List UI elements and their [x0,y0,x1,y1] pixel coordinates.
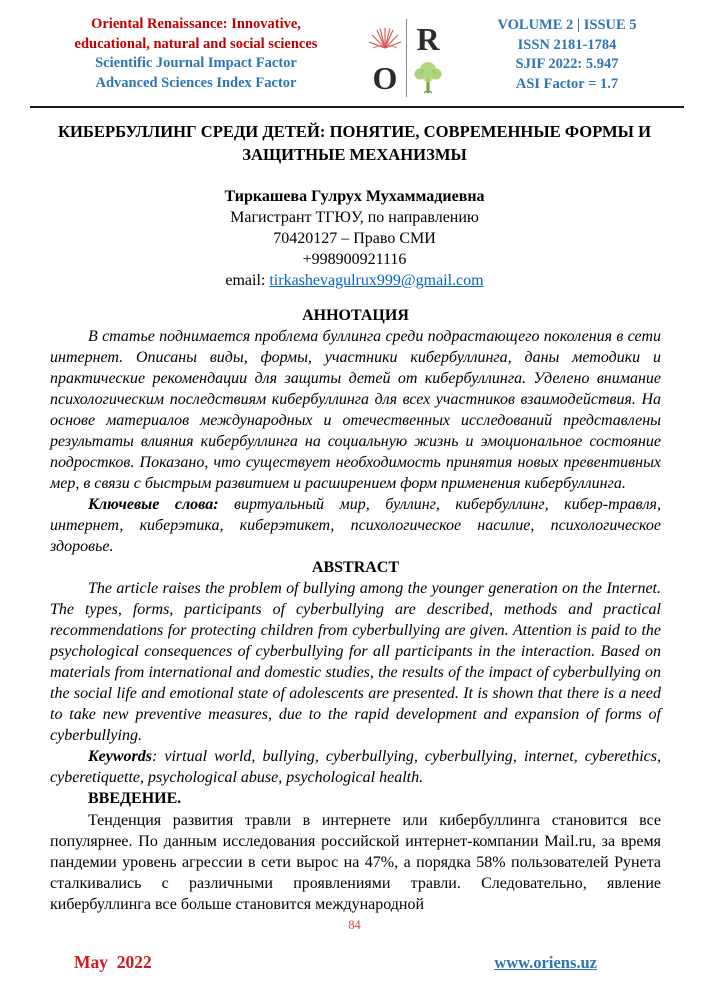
author-email-line [0,270,709,291]
article-body [0,305,709,915]
journal-title-line1: Oriental Renaissance: Innovative, [91,16,301,32]
asi-factor: ASI Factor = 1.7 [515,75,619,92]
annotation-keywords [50,494,661,557]
article-title: КИБЕРБУЛЛИНГ СРЕДИ ДЕТЕЙ: ПОНЯТИЕ, СОВРЕМЕННЫЕ ФОРМЫ И ЗАЩИТНЫЕ МЕХАНИЗМЫ [57,122,652,164]
annotation-paragraph: В статье поднимается проблема буллинга среди подрастающего поколения в сети интернет. Описаны виды, формы, участники кибербуллинга, даны методики и практические рекомендации для защиты детей от кибербуллинга. Уделено внимание психологическим последствиям кибербуллинга для всех участников взаимодействия. На основе материалов международных и отечественных исследований представлены результаты влияния кибербуллинга на социальную жизнь и эмоциональное состояние подростков. Показано, что существует необходимость принятия новых превентивных мер, в связи с быстрым развитием и расширением форм применения кибербуллинга. [50,328,661,492]
annotation-keywords-text: виртуальный мир, буллинг, кибербуллинг, кибер-травля, интернет, киберэтика, киберэтикет, психологическое насилие, психологическое здоровье. [50,496,661,555]
page-number: 84 [348,918,361,932]
abstract-keywords-text: : virtual world, bullying, cyberbullying, cyberbullying, internet, cyberethics, cyberetiquette, psychological abuse, psychological health. [50,748,661,786]
logo-letter-r: R [416,20,440,57]
abstract-paragraph: The article raises the problem of bullying among the younger generation on the Internet. The types, forms, participants of cyberbullying are described, methods and practical recommendations for protecting children from cyberbullying are given. Attention is paid to the psychological consequences of cyberbullying for all participants in the interaction. Based on materials from international and domestic studies, the results of the impact of cyberbullying on the social life and emotional state of adolescents are presented. It is shown that there is a need to take new preventive measures, due to the rapid development and expansion of forms of cyberbullying. [50,580,661,744]
author-phone: +998900921116 [302,251,407,268]
annotation-keywords-label: Ключевые слова: [88,496,219,513]
email-link[interactable]: tirkashevagulrux999@gmail.com [269,272,484,289]
journal-logo [365,17,448,99]
sjif: SJIF 2022: 5.947 [515,56,619,72]
logo-divider [406,19,407,97]
issue-info-block [451,15,683,94]
author-program: 70420127 – Право СМИ [273,230,436,247]
journal-index-factor-line: Advanced Sciences Index Factor [95,74,297,91]
email-label: email: [225,272,270,289]
author-block [0,186,709,291]
page-header [0,0,709,99]
annotation-heading: АННОТАЦИЯ [302,307,409,324]
header-divider [30,106,684,108]
logo-left-column [365,19,405,97]
introduction-heading: ВВЕДЕНИЕ. [88,790,182,807]
author-affiliation: Магистрант ТГЮУ, по направлению [230,209,479,226]
journal-impact-factor-line: Scientific Journal Impact Factor [95,55,297,71]
introduction-paragraph: Тенденция развития травли в интернете или кибербуллинга становится все популярнее. По данным исследования российской интернет-компании Mail.ru, за время пандемии уровень агрессии в сети вырос на 47%, а порядка 58% пользователей Рунета сталкивались с различными проявлениями травли. Следовательно, явление кибербуллинга все больше становится международной [50,812,661,913]
tree-icon [411,58,445,97]
abstract-heading: ABSTRACT [311,559,400,576]
logo-letter-o: O [372,59,398,96]
author-name: Тиркашева Гулрух Мухаммадиевна [224,188,485,205]
abstract-keywords [50,746,661,788]
journal-website-link[interactable]: www.oriens.uz [494,953,597,972]
abstract-keywords-label: Keywords [88,748,152,765]
volume-issue: VOLUME 2 | ISSUE 5 [497,17,637,33]
footer-date: May 2022 [74,952,152,972]
issn: ISSN 2181-1784 [517,36,617,53]
journal-title-block [30,15,362,93]
journal-title-line2: educational, natural and social sciences [74,35,318,52]
sunburst-icon [367,19,403,58]
page-footer [0,952,709,973]
logo-right-column [408,19,448,97]
